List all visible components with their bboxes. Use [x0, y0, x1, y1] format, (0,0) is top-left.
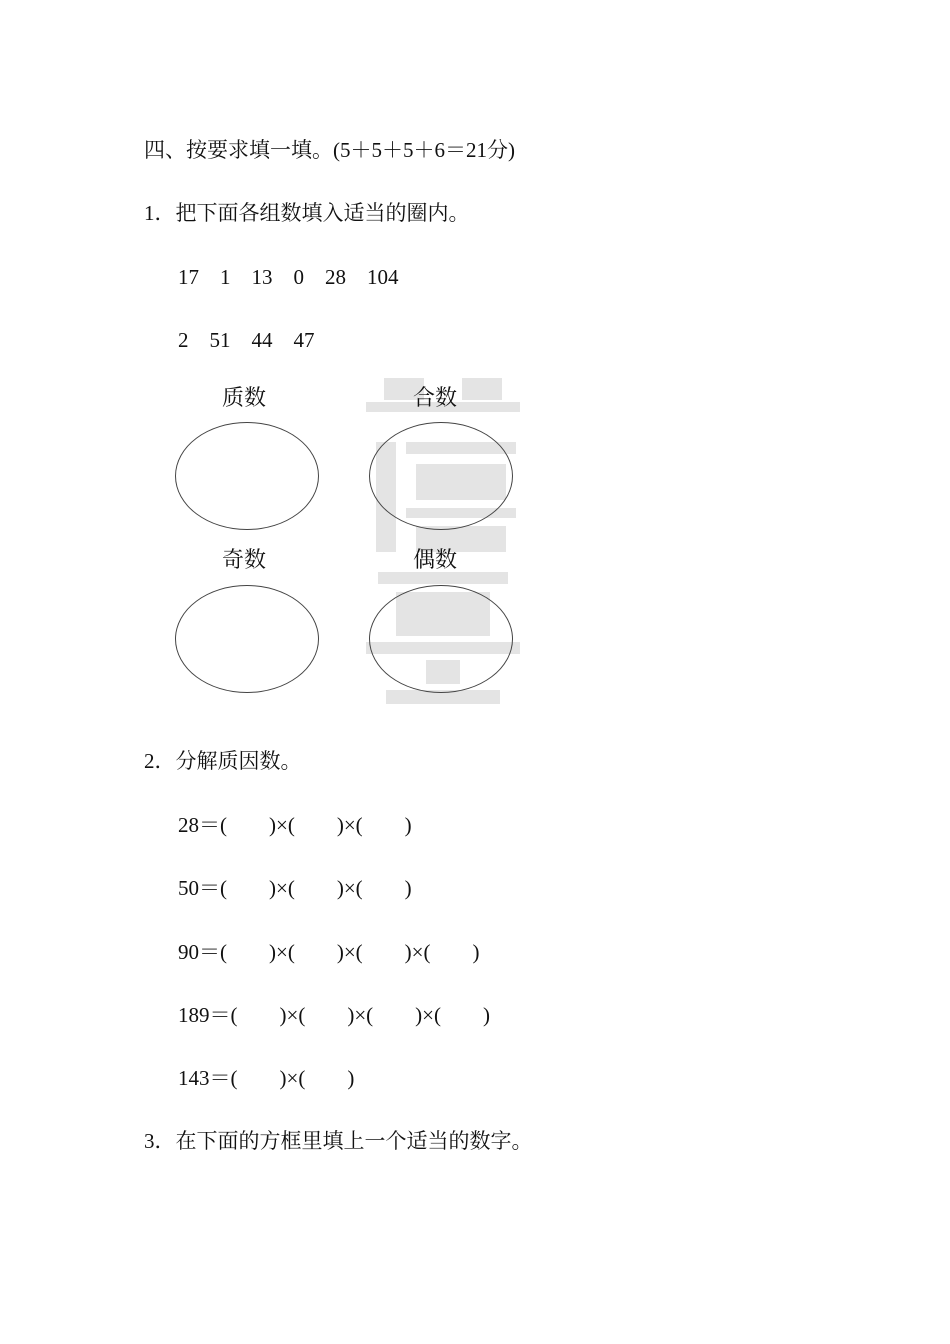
number-row-2: 2 51 44 47: [178, 328, 315, 352]
factor-item-50: 50＝( )×( )×( ): [178, 876, 412, 900]
circle-label-prime: 质数: [222, 385, 267, 410]
factor-item-143: 143＝( )×( ): [178, 1066, 355, 1090]
circle-label-odd: 奇数: [222, 547, 267, 572]
number-row-1: 17 1 13 0 28 104: [178, 265, 399, 289]
circle-label-even: 偶数: [413, 547, 458, 572]
question-1-title: 1．把下面各组数填入适当的圈内。: [144, 201, 470, 225]
odd-circle[interactable]: [175, 585, 319, 693]
circle-label-composite: 合数: [413, 385, 458, 410]
composite-circle[interactable]: [369, 422, 513, 530]
question-3-title: 3．在下面的方框里填上一个适当的数字。: [144, 1129, 533, 1153]
factor-item-28: 28＝( )×( )×( ): [178, 813, 412, 837]
factor-item-90: 90＝( )×( )×( )×( ): [178, 940, 480, 964]
factor-item-189: 189＝( )×( )×( )×( ): [178, 1003, 490, 1027]
question-2-title: 2．分解质因数。: [144, 749, 302, 773]
section-heading: 四、按要求填一填。(5＋5＋5＋6＝21分): [144, 138, 515, 162]
prime-circle[interactable]: [175, 422, 319, 530]
even-circle[interactable]: [369, 585, 513, 693]
